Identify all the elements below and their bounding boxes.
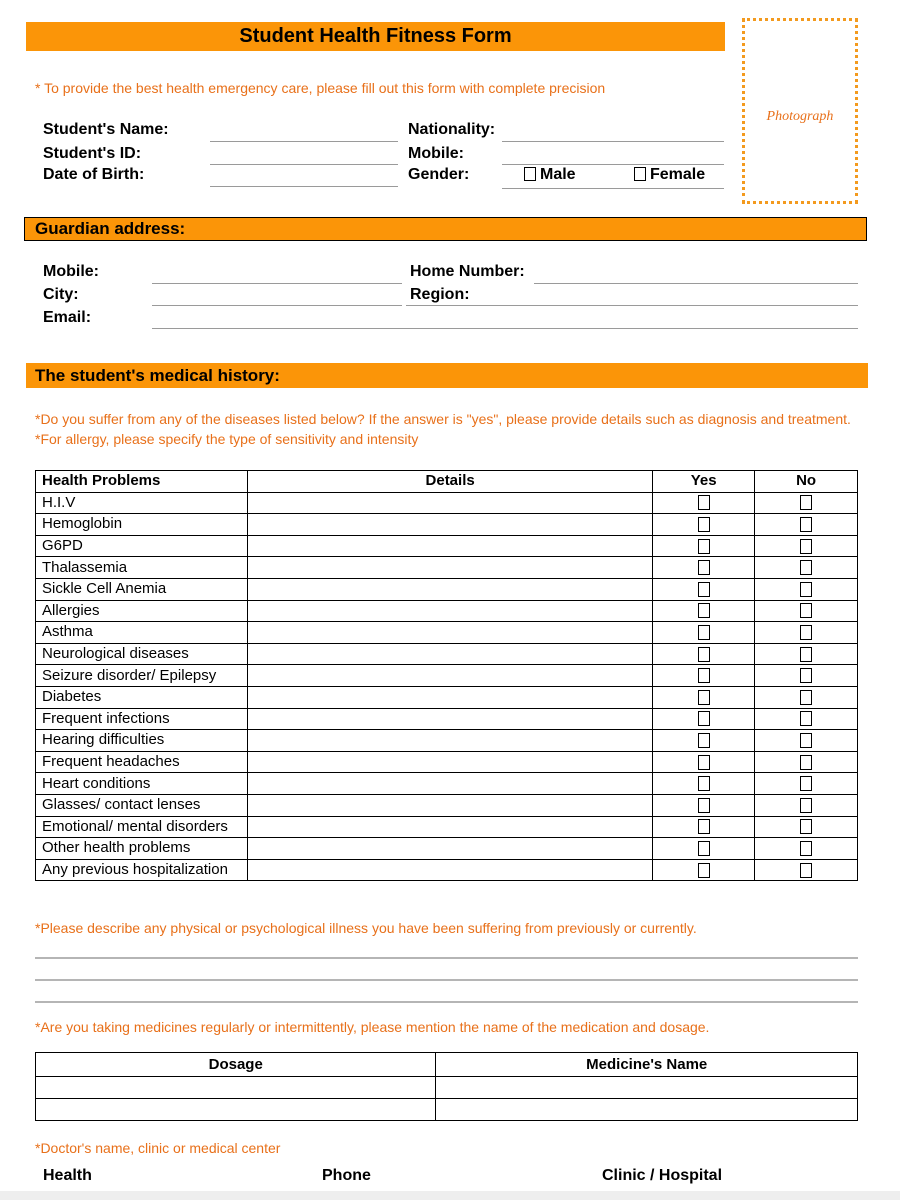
yes-checkbox[interactable] xyxy=(698,495,710,510)
no-checkbox[interactable] xyxy=(800,819,812,834)
mobile-label: Mobile: xyxy=(408,145,464,162)
table-row xyxy=(36,751,858,773)
health-problem-name: Frequent infections xyxy=(36,708,248,730)
no-cell xyxy=(755,643,858,665)
male-checkbox[interactable] xyxy=(524,167,536,181)
nationality-label: Nationality: xyxy=(408,121,496,138)
table-row xyxy=(36,838,858,860)
dob-field[interactable] xyxy=(210,186,398,187)
student-name-field[interactable] xyxy=(210,141,398,142)
no-cell xyxy=(755,600,858,622)
details-cell[interactable] xyxy=(247,686,652,708)
yes-checkbox[interactable] xyxy=(698,819,710,834)
doctor-phone-label: Phone xyxy=(322,1167,371,1184)
yes-cell xyxy=(653,643,755,665)
yes-checkbox[interactable] xyxy=(698,539,710,554)
details-cell[interactable] xyxy=(247,730,652,752)
health-problems-table xyxy=(35,470,858,881)
no-checkbox[interactable] xyxy=(800,755,812,770)
health-problem-name: Any previous hospitalization xyxy=(36,859,248,881)
details-cell[interactable] xyxy=(247,535,652,557)
student-id-field[interactable] xyxy=(210,164,398,165)
details-cell[interactable] xyxy=(247,838,652,860)
dob-label: Date of Birth: xyxy=(43,166,145,183)
yes-cell xyxy=(653,751,755,773)
health-problem-name: Seizure disorder/ Epilepsy xyxy=(36,665,248,687)
photograph-label: Photograph xyxy=(766,109,834,124)
header-dosage: Dosage xyxy=(36,1053,436,1077)
header-medicine-name: Medicine's Name xyxy=(436,1053,858,1077)
yes-cell xyxy=(653,535,755,557)
gender-label: Gender: xyxy=(408,166,470,183)
precision-note: * To provide the best health emergency care, please fill out this form with complete precision xyxy=(35,80,606,96)
health-problem-name: H.I.V xyxy=(36,492,248,514)
health-problem-name: Sickle Cell Anemia xyxy=(36,578,248,600)
diseases-note: *Do you suffer from any of the diseases listed below? If the answer is "yes", please provide details such as diagnosis and treatment. xyxy=(35,411,851,427)
nationality-field[interactable] xyxy=(502,141,724,142)
medicine-row xyxy=(36,1077,858,1099)
medicine-header-row xyxy=(36,1053,858,1077)
student-id-label: Student's ID: xyxy=(43,145,142,162)
yes-checkbox[interactable] xyxy=(698,690,710,705)
table-row xyxy=(36,643,858,665)
no-checkbox[interactable] xyxy=(800,711,812,726)
table-row xyxy=(36,730,858,752)
home-number-field[interactable] xyxy=(534,283,858,284)
details-cell[interactable] xyxy=(247,557,652,579)
table-row xyxy=(36,665,858,687)
health-problem-name: Hemoglobin xyxy=(36,514,248,536)
table-row xyxy=(36,708,858,730)
medicine-note: *Are you taking medicines regularly or intermittently, please mention the name of the medication and dosage. xyxy=(35,1019,710,1035)
table-row xyxy=(36,773,858,795)
details-cell[interactable] xyxy=(247,514,652,536)
health-problems-rows xyxy=(36,492,858,881)
guardian-email-label: Email: xyxy=(43,309,92,326)
no-cell xyxy=(755,557,858,579)
yes-checkbox[interactable] xyxy=(698,625,710,640)
college-name xyxy=(355,0,543,1)
details-cell[interactable] xyxy=(247,816,652,838)
yes-checkbox[interactable] xyxy=(698,841,710,856)
yes-cell xyxy=(653,557,755,579)
doctor-clinic-label: Clinic / Hospital xyxy=(602,1167,723,1184)
health-problem-name: Thalassemia xyxy=(36,557,248,579)
no-checkbox[interactable] xyxy=(800,798,812,813)
yes-cell xyxy=(653,708,755,730)
guardian-city-field[interactable] xyxy=(152,305,402,306)
yes-cell xyxy=(653,816,755,838)
yes-cell xyxy=(653,514,755,536)
yes-cell xyxy=(653,838,755,860)
no-checkbox[interactable] xyxy=(800,733,812,748)
gender-female-option[interactable] xyxy=(634,166,705,184)
female-checkbox[interactable] xyxy=(634,167,646,181)
illness-line-2[interactable] xyxy=(35,979,858,981)
dosage-cell[interactable] xyxy=(36,1099,436,1121)
yes-checkbox[interactable] xyxy=(698,647,710,662)
health-problem-name: Emotional/ mental disorders xyxy=(36,816,248,838)
header-no: No xyxy=(755,471,858,493)
no-cell xyxy=(755,665,858,687)
no-checkbox[interactable] xyxy=(800,863,812,878)
no-cell xyxy=(755,751,858,773)
guardian-city-label: City: xyxy=(43,286,79,303)
yes-checkbox[interactable] xyxy=(698,733,710,748)
yes-checkbox[interactable] xyxy=(698,582,710,597)
table-row xyxy=(36,686,858,708)
photograph-box[interactable] xyxy=(742,18,858,204)
table-row xyxy=(36,557,858,579)
health-problem-name: Allergies xyxy=(36,600,248,622)
home-number-label: Home Number: xyxy=(410,263,525,280)
no-cell xyxy=(755,773,858,795)
gender-underline xyxy=(502,188,724,189)
guardian-section-title: Guardian address: xyxy=(35,219,186,238)
dosage-cell[interactable] xyxy=(36,1077,436,1099)
no-checkbox[interactable] xyxy=(800,690,812,705)
yes-cell xyxy=(653,492,755,514)
yes-cell xyxy=(653,578,755,600)
table-row xyxy=(36,492,858,514)
details-cell[interactable] xyxy=(247,492,652,514)
yes-checkbox[interactable] xyxy=(698,603,710,618)
illness-line-3[interactable] xyxy=(35,1001,858,1003)
medical-section-title: The student's medical history: xyxy=(35,366,280,385)
no-checkbox[interactable] xyxy=(800,776,812,791)
no-cell xyxy=(755,730,858,752)
no-checkbox[interactable] xyxy=(800,539,812,554)
table-row xyxy=(36,514,858,536)
no-cell xyxy=(755,838,858,860)
no-checkbox[interactable] xyxy=(800,560,812,575)
no-checkbox[interactable] xyxy=(800,603,812,618)
yes-checkbox[interactable] xyxy=(698,798,710,813)
no-cell xyxy=(755,514,858,536)
no-checkbox[interactable] xyxy=(800,841,812,856)
health-problem-name: Asthma xyxy=(36,622,248,644)
yes-checkbox[interactable] xyxy=(698,755,710,770)
table-header-row xyxy=(36,471,858,493)
no-cell xyxy=(755,578,858,600)
no-cell xyxy=(755,622,858,644)
details-cell[interactable] xyxy=(247,578,652,600)
yes-cell xyxy=(653,600,755,622)
no-cell xyxy=(755,686,858,708)
no-checkbox[interactable] xyxy=(800,647,812,662)
region-field[interactable] xyxy=(406,305,858,306)
health-problem-name: Heart conditions xyxy=(36,773,248,795)
health-problem-name: Frequent headaches xyxy=(36,751,248,773)
no-cell xyxy=(755,535,858,557)
yes-cell xyxy=(653,622,755,644)
form-title: Student Health Fitness Form xyxy=(239,25,512,47)
no-checkbox[interactable] xyxy=(800,582,812,597)
illness-line-1[interactable] xyxy=(35,957,858,959)
medical-section-bar xyxy=(26,363,868,388)
form-title-bar xyxy=(26,22,725,51)
no-checkbox[interactable] xyxy=(800,517,812,532)
details-cell[interactable] xyxy=(247,859,652,881)
header-details: Details xyxy=(247,471,652,493)
yes-cell xyxy=(653,773,755,795)
female-label: Female xyxy=(650,166,706,183)
guardian-section-bar xyxy=(24,217,867,241)
details-cell[interactable] xyxy=(247,622,652,644)
yes-checkbox[interactable] xyxy=(698,560,710,575)
yes-cell xyxy=(653,665,755,687)
region-label: Region: xyxy=(410,286,470,303)
illness-note: *Please describe any physical or psychological illness you have been suffering from previously or currently. xyxy=(35,920,697,936)
page-bottom-edge xyxy=(0,1191,900,1200)
details-cell[interactable] xyxy=(247,751,652,773)
health-problem-name: G6PD xyxy=(36,535,248,557)
yes-checkbox[interactable] xyxy=(698,776,710,791)
male-label: Male xyxy=(540,166,576,183)
mobile-field[interactable] xyxy=(502,164,724,165)
medicine-table xyxy=(35,1052,858,1121)
details-cell[interactable] xyxy=(247,708,652,730)
no-cell xyxy=(755,708,858,730)
health-problem-name: Hearing difficulties xyxy=(36,730,248,752)
details-cell[interactable] xyxy=(247,643,652,665)
guardian-email-field[interactable] xyxy=(152,328,858,329)
medicine-row xyxy=(36,1099,858,1121)
health-problem-name: Other health problems xyxy=(36,838,248,860)
health-problem-name: Neurological diseases xyxy=(36,643,248,665)
table-row xyxy=(36,816,858,838)
table-row xyxy=(36,622,858,644)
header-yes: Yes xyxy=(653,471,755,493)
table-row xyxy=(36,794,858,816)
yes-cell xyxy=(653,859,755,881)
guardian-mobile-label: Mobile: xyxy=(43,263,99,280)
no-checkbox[interactable] xyxy=(800,625,812,640)
yes-checkbox[interactable] xyxy=(698,711,710,726)
yes-cell xyxy=(653,730,755,752)
health-problem-name: Glasses/ contact lenses xyxy=(36,794,248,816)
no-cell xyxy=(755,794,858,816)
yes-cell xyxy=(653,686,755,708)
details-cell[interactable] xyxy=(247,600,652,622)
student-name-label: Student's Name: xyxy=(43,121,169,138)
yes-checkbox[interactable] xyxy=(698,863,710,878)
details-cell[interactable] xyxy=(247,773,652,795)
medicine-name-cell[interactable] xyxy=(436,1099,858,1121)
allergy-note: *For allergy, please specify the type of sensitivity and intensity xyxy=(35,431,419,447)
medicine-name-cell[interactable] xyxy=(436,1077,858,1099)
yes-cell xyxy=(653,794,755,816)
table-row xyxy=(36,535,858,557)
details-cell[interactable] xyxy=(247,665,652,687)
no-checkbox[interactable] xyxy=(800,495,812,510)
doctor-note: *Doctor's name, clinic or medical center xyxy=(35,1140,281,1156)
guardian-mobile-field[interactable] xyxy=(152,283,402,284)
no-checkbox[interactable] xyxy=(800,668,812,683)
no-cell xyxy=(755,859,858,881)
table-row xyxy=(36,600,858,622)
no-cell xyxy=(755,492,858,514)
table-row xyxy=(36,578,858,600)
header-health-problems: Health Problems xyxy=(36,471,248,493)
doctor-health-label: Health xyxy=(43,1167,92,1184)
yes-checkbox[interactable] xyxy=(698,517,710,532)
health-problem-name: Diabetes xyxy=(36,686,248,708)
yes-checkbox[interactable] xyxy=(698,668,710,683)
no-cell xyxy=(755,816,858,838)
details-cell[interactable] xyxy=(247,794,652,816)
table-row xyxy=(36,859,858,881)
gender-male-option[interactable] xyxy=(524,166,576,184)
